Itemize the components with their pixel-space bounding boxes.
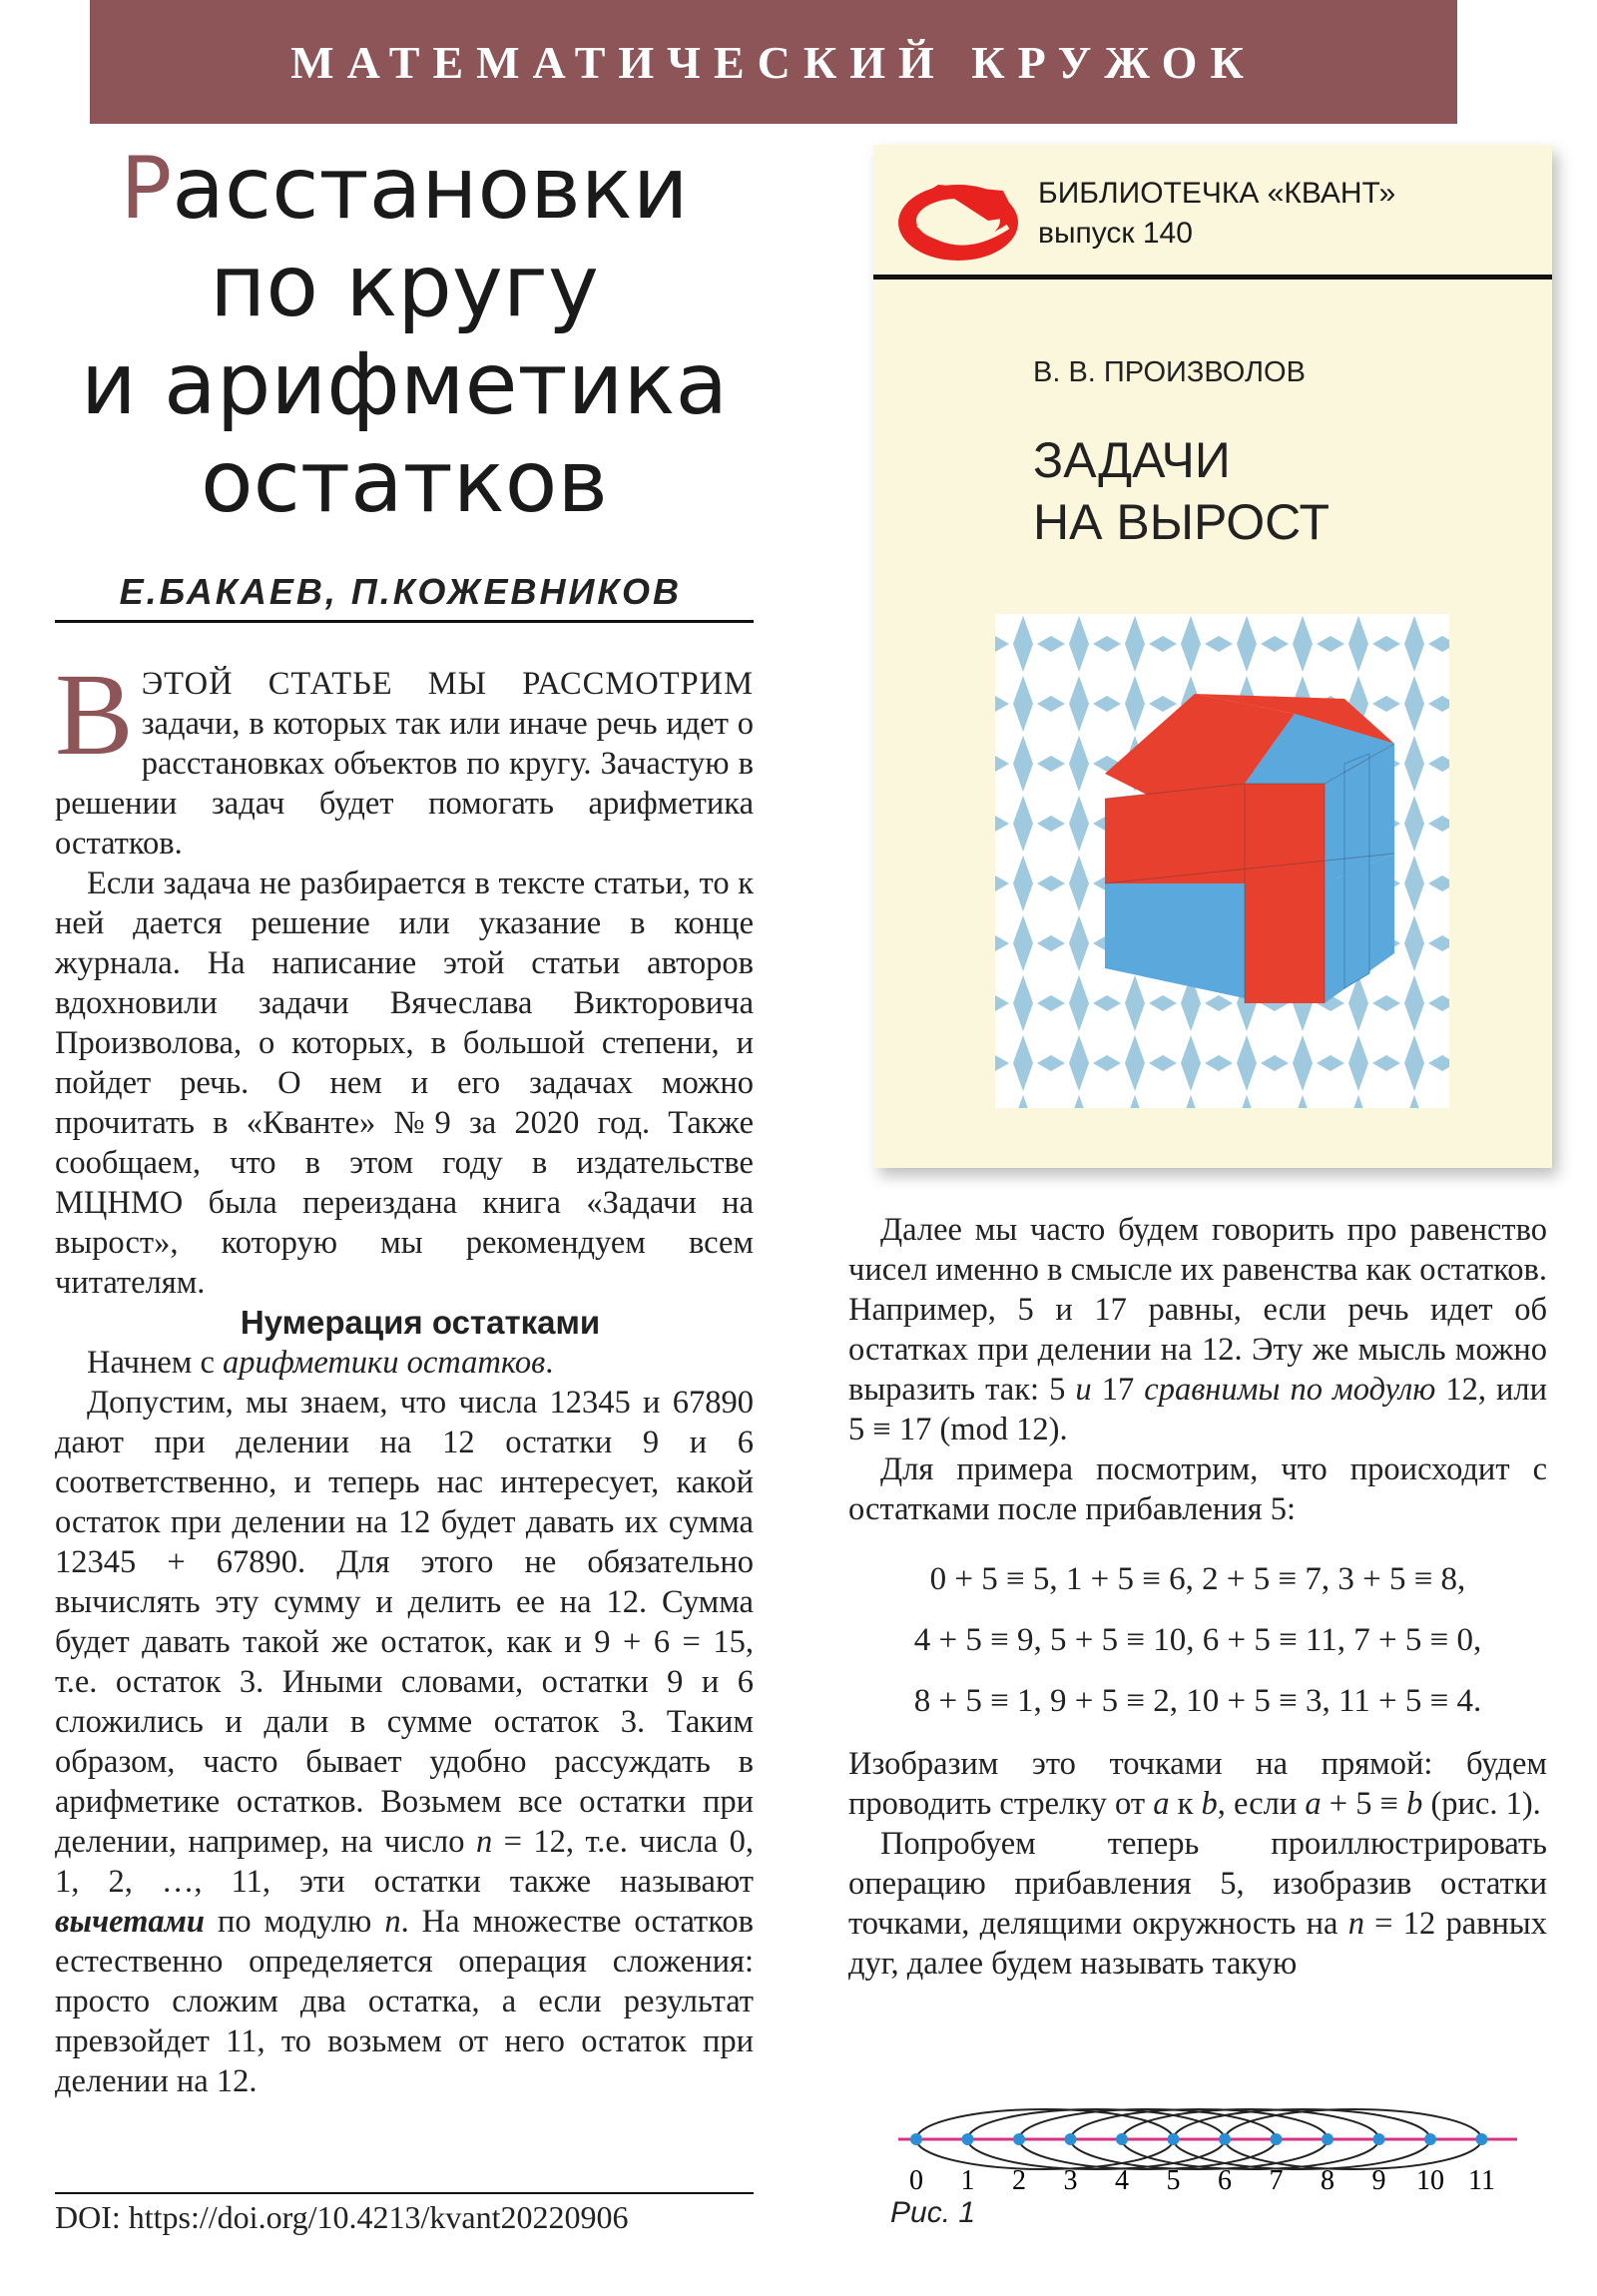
axis-label-0: 0 [909, 2165, 923, 2196]
figure-1-number-line [888, 2091, 1527, 2211]
cover-cube-illustration [995, 614, 1449, 1108]
paragraph-3: Начнем с арифметики остатков. [87, 1345, 554, 1381]
title-rule [55, 620, 754, 623]
axis-label-6: 6 [1218, 2165, 1232, 2196]
section-heading: Нумерация остатками [240, 1304, 601, 1341]
axis-label-10: 10 [1416, 2165, 1444, 2196]
cover-rule [873, 275, 1552, 280]
axis-label-8: 8 [1321, 2165, 1334, 2196]
formula-block [848, 1549, 1547, 1732]
kvant-logo-icon [888, 165, 1028, 275]
axis-point-1 [962, 2133, 974, 2145]
article-title [55, 140, 754, 531]
axis-point-4 [1116, 2133, 1128, 2145]
axis-label-11: 11 [1468, 2165, 1495, 2196]
section-banner [90, 0, 1457, 124]
authors-text: Е.БАКАЕВ, П.КОЖЕВНИКОВ [119, 571, 682, 612]
paragraph-8: Попробуем теперь проиллюстрировать операцию прибавления 5, изобразив остатки точками, делящими окружность на n = 12 равных дуг, далее будем называть такую [848, 1826, 1548, 1982]
drop-cap: В [55, 649, 134, 780]
axis-label-2: 2 [1012, 2165, 1026, 2196]
title-initial: Р [120, 139, 173, 239]
axis-point-5 [1168, 2133, 1180, 2145]
left-column [55, 649, 754, 2101]
axis-label-9: 9 [1371, 2165, 1386, 2196]
axis-point-11 [1476, 2133, 1488, 2145]
axis-point-8 [1322, 2133, 1333, 2145]
axis-point-2 [1013, 2133, 1025, 2145]
axis-point-6 [1219, 2133, 1231, 2145]
axis-label-5: 5 [1166, 2165, 1181, 2196]
axis-label-1: 1 [960, 2165, 975, 2196]
axis-point-7 [1271, 2133, 1283, 2145]
figure-caption: Рис. 1 [890, 2196, 976, 2229]
formula-line-2: 4 + 5 ≡ 9, 5 + 5 ≡ 10, 6 + 5 ≡ 11, 7 + 5 ≡ 0, [913, 1622, 1482, 1658]
axis-label-4: 4 [1115, 2165, 1129, 2196]
paragraph-intro [55, 649, 754, 863]
right-column [848, 1210, 1547, 1984]
paragraph-5: Далее мы часто будем говорить про равенство чисел именно в смысле их равенства как остатков. Например, 5 и 17 равны, если речь идет об остатках при делении на 12. Эту же мысль можно выразить так: 5 и 17 сравнимы по модулю 12, или 5 ≡ 17 (mod 12). [848, 1212, 1548, 1447]
title-line-4: остатков [200, 432, 609, 532]
paragraph-6: Для примера посмотрим, что происходит с остатками после прибавления 5: [848, 1451, 1547, 1527]
book-series [1038, 177, 1395, 251]
book-title: ЗАДАЧИ НА ВЫРОСТ [1033, 432, 1331, 550]
title-line-1: асстановки [172, 139, 689, 239]
section-title: МАТЕМАТИЧЕСКИЙ КРУЖОК [290, 36, 1257, 88]
axis-point-10 [1424, 2133, 1436, 2145]
axis-point-9 [1373, 2133, 1385, 2145]
formula-line-3: 8 + 5 ≡ 1, 9 + 5 ≡ 2, 10 + 5 ≡ 3, 11 + 5 ≡ 4. [913, 1683, 1482, 1719]
formula-line-1: 0 + 5 ≡ 5, 1 + 5 ≡ 6, 2 + 5 ≡ 7, 3 + 5 ≡ 8, [929, 1561, 1466, 1597]
intro-text: задачи, в которых так или иначе речь идет о расстановках объектов по кругу. Зачастую в решении задач будет помогать арифметика остатков. [55, 706, 754, 861]
axis-point-0 [910, 2133, 922, 2145]
paragraph-7: Изобразим это точками на прямой: будем проводить стрелку от a к b, если a + 5 ≡ b (рис. 1). [848, 1746, 1547, 1822]
series-issue: выпуск 140 [1038, 217, 1193, 250]
axis-label-7: 7 [1269, 2165, 1284, 2196]
paragraph-2: Если задача не разбирается в тексте статьи, то к ней дается решение или указание в конце журнала. На написание этой статьи авторов вдохновили задачи Вячеслава Викторовича Произволова, о которых, в большой степени, и пойдет речь. О нем и его задачах можно прочитать в «Кванте» №9 за 2020 год. Также сообщаем, что в этом году в издательстве МЦНМО была переиздана книга «Задачи на вырост», которую мы рекомендуем всем читателям. [55, 865, 754, 1301]
intro-caps: ЭТОЙ СТАТЬЕ МЫ РАССМОТРИМ [141, 666, 754, 702]
doi-link[interactable]: DOI: https://doi.org/10.4213/kvant20220906 [55, 2199, 629, 2235]
doi-rule [55, 2192, 754, 2194]
authors [55, 571, 754, 613]
axis-point-3 [1065, 2133, 1077, 2145]
series-name: БИБЛИОТЕЧКА «КВАНТ» [1038, 177, 1396, 210]
book-cover [873, 145, 1552, 1168]
title-line-3: и арифметика [80, 334, 729, 434]
title-line-2: по кругу [210, 237, 599, 336]
book-author: В. В. ПРОИЗВОЛОВ [1033, 356, 1306, 388]
axis-label-3: 3 [1063, 2165, 1078, 2196]
paragraph-4: Допустим, мы знаем, что числа 12345 и 67890 дают при делении на 12 остатки 9 и 6 соответственно, и теперь нас интересует, какой остаток при делении на 12 будет давать их сумма 12345 + 67890. Для этого не обязательно вычислять эту сумму и делить ее на 12. Сумма будет давать такой же остаток, как и 9 + 6 = 15, т.е. остаток 3. Иными словами, остатки 9 и 6 сложились и дали в сумме остаток 3. Таким образом, часто бывает удобно рассуждать в арифметике остатков. Возьмем все остатки при делении, например, на число n = 12, т.е. числа 0, 1, 2, …, 11, эти остатки также называют вычетами по модулю n. На множестве остатков естественно определяется операция сложения: просто сложим два остатка, а если результат превзойдет 11, то возьмем от него остаток при делении на 12. [55, 1385, 754, 2099]
